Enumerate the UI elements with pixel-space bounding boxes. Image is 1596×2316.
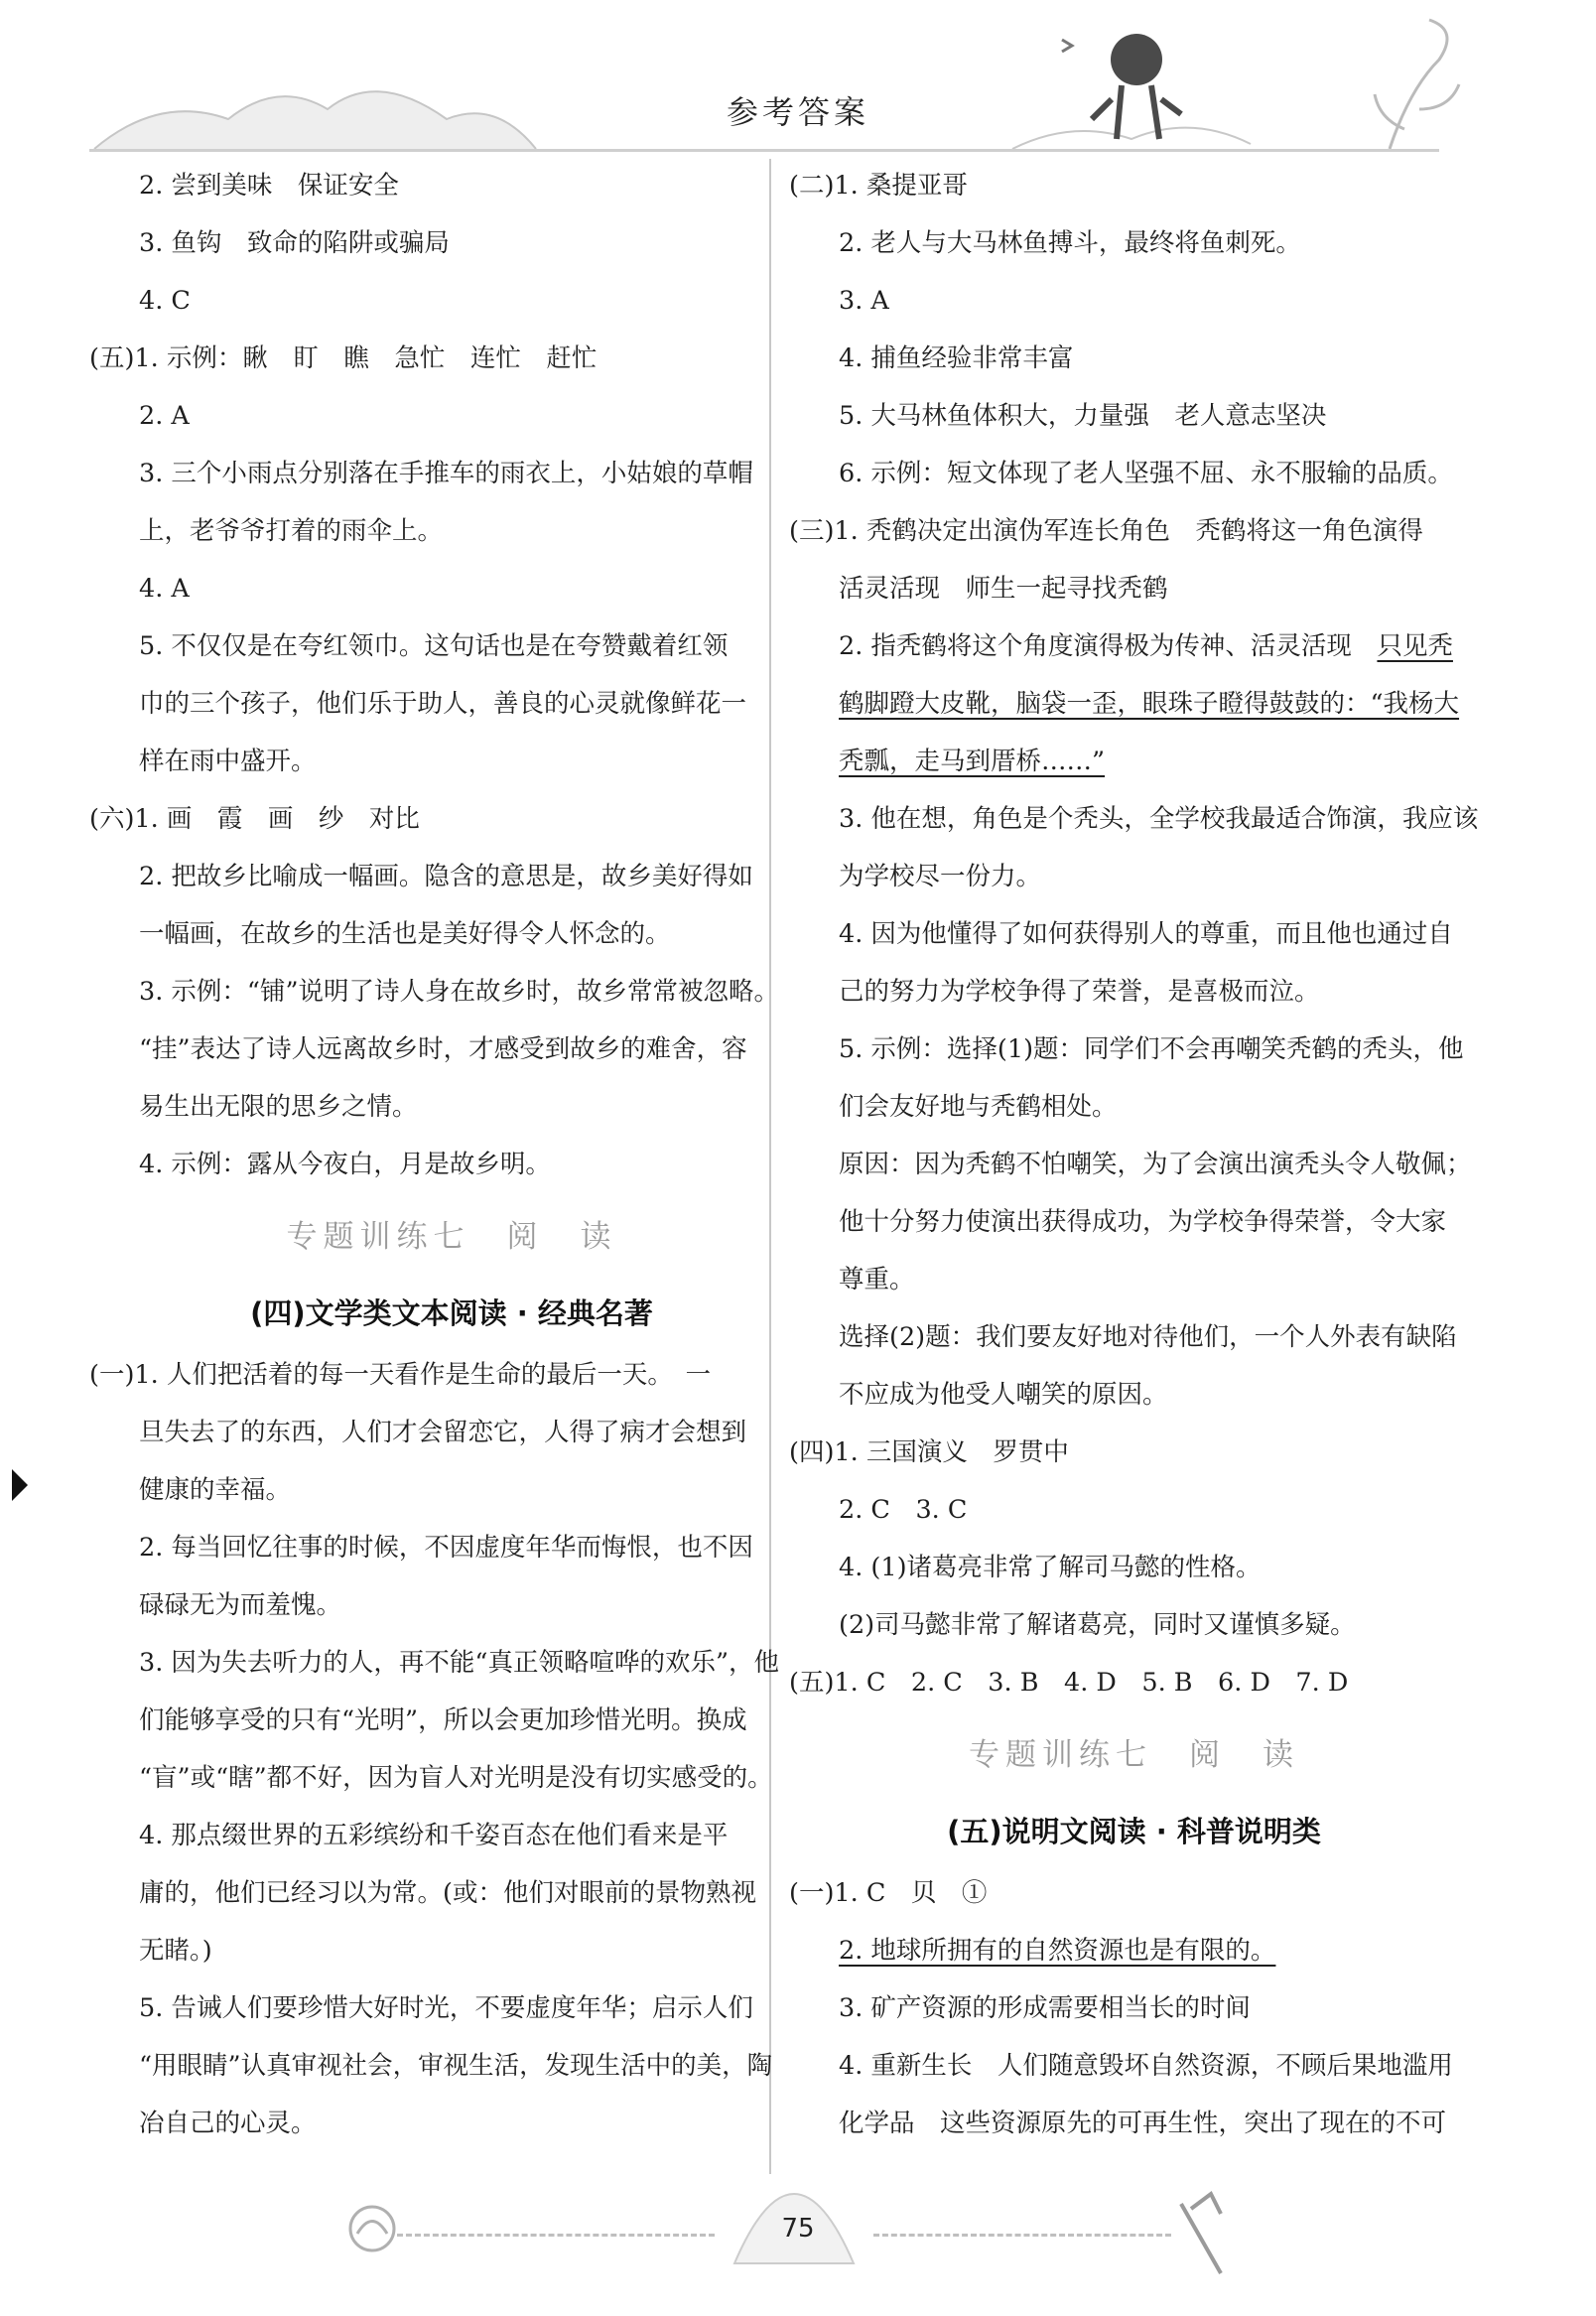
answer-line <box>789 617 1479 675</box>
answer-line: 5. 示例：选择(1)题：同学们不会再嘲笑秃鹤的秃头，他 <box>839 1034 1464 1064</box>
page-number: 75 <box>781 2214 815 2244</box>
answer-line: 他十分努力使演出获得成功，为学校争得荣誉，令大家 <box>839 1207 1447 1237</box>
answer-line: 一幅画，在故乡的生活也是美好得令人怀念的。 <box>139 919 671 949</box>
answer-line: 6. 示例：短文体现了老人坚强不屈、永不服输的品质。 <box>839 459 1453 488</box>
answer-text: 2. 指秃鹤将这个角度演得极为传神、活灵活现 <box>839 631 1378 661</box>
answer-line: 为学校尽一份力。 <box>839 862 1042 891</box>
answer-line: 3. A <box>839 286 889 316</box>
answer-line <box>789 733 1479 790</box>
answer-line: 上，老爷爷打着的雨伞上。 <box>139 516 444 546</box>
underlined-sentence: 2. 地球所拥有的自然资源也是有限的。 <box>839 1936 1276 1966</box>
answer-line: 无睹。) <box>139 1936 212 1966</box>
answer-line: 4. (1)诸葛亮非常了解司马懿的性格。 <box>839 1553 1262 1582</box>
section-title: 专题训练七 阅 读 <box>286 1219 617 1255</box>
landscape-decoration-icon <box>0 0 1596 169</box>
answer-line <box>789 1922 1479 1979</box>
left-column <box>89 157 780 2152</box>
answer-line: 化学品 这些资源原先的可再生性，突出了现在的不可 <box>839 2109 1447 2138</box>
answer-line: 活灵活现 师生一起寻找秃鹤 <box>839 574 1168 604</box>
underlined-quote: 只见秃 <box>1377 631 1453 661</box>
subsection-title: (五)说明文阅读 · 科普说明类 <box>947 1815 1321 1848</box>
answer-line: 2. 把故乡比喻成一幅画。隐含的意思是，故乡美好得如 <box>139 862 753 891</box>
answer-line: 旦失去了的东西，人们才会留恋它，人得了病才会想到 <box>139 1418 747 1447</box>
answer-line: 巾的三个孩子，他们乐于助人，善良的心灵就像鲜花一 <box>139 689 747 719</box>
answer-line: 5. 大马林鱼体积大，力量强 老人意志坚决 <box>839 401 1327 431</box>
answer-line: 健康的幸福。 <box>139 1475 292 1505</box>
answer-line: 3. 他在想，角色是个秃头，全学校我最适合饰演，我应该 <box>839 804 1479 834</box>
answer-line: 3. 矿产资源的形成需要相当长的时间 <box>839 1993 1251 2023</box>
answer-line: 2. 每当回忆往事的时候，不因虚度年华而悔恨，也不因 <box>139 1533 753 1563</box>
answer-line: 3. 示例：“铺”说明了诗人身在故乡时，故乡常常被忽略。 <box>139 977 780 1007</box>
answer-line: 5. 不仅仅是在夸红领巾。这句话也是在夸赞戴着红领 <box>139 631 729 661</box>
answer-line: 3. 鱼钩 致命的陷阱或骗局 <box>139 228 450 258</box>
answer-line: 碌碌无为而羞愧。 <box>139 1590 342 1620</box>
answer-line: 4. 捕鱼经验非常丰富 <box>839 343 1074 373</box>
answer-line: 尊重。 <box>839 1265 915 1294</box>
answer-line: 庸的，他们已经习以为常。(或：他们对眼前的景物熟视 <box>139 1878 756 1908</box>
answer-line: 4. 示例：露从今夜白，月是故乡明。 <box>139 1150 551 1179</box>
answer-line: “挂”表达了诗人远离故乡时，才感受到故乡的难舍，容 <box>139 1034 747 1064</box>
answer-line: 2. C 3. C <box>839 1495 968 1525</box>
answer-line: 们能够享受的只有“光明”，所以会更加珍惜光明。换成 <box>139 1705 747 1735</box>
answer-line: 己的努力为学校争得了荣誉，是喜极而泣。 <box>839 977 1320 1007</box>
answer-line: (三)1. 秃鹤决定出演伪军连长角色 秃鹤将这一角色演得 <box>789 516 1423 546</box>
answer-line: 2. 老人与大马林鱼搏斗，最终将鱼刺死。 <box>839 228 1301 258</box>
page-marker-arrow-icon <box>12 1469 28 1501</box>
header-rule <box>89 149 1439 152</box>
header-title: 参考答案 <box>726 93 869 131</box>
answer-line: “用眼睛”认真审视社会，审视生活，发现生活中的美，陶 <box>139 2051 773 2081</box>
answer-line: 4. 那点缀世界的五彩缤纷和千姿百态在他们看来是平 <box>139 1821 729 1850</box>
page-footer <box>0 2164 1596 2313</box>
underlined-quote: 秃瓢，走马到厝桥……” <box>839 747 1106 776</box>
answer-line: 样在雨中盛开。 <box>139 747 317 776</box>
answer-line: 原因：因为秃鹤不怕嘲笑，为了会演出演秃头令人敬佩； <box>839 1150 1472 1179</box>
answer-line: 2. A <box>139 401 190 431</box>
answer-line: 5. 告诫人们要珍惜大好时光，不要虚度年华；启示人们 <box>139 1993 753 2023</box>
underlined-quote: 鹤脚蹬大皮靴，脑袋一歪，眼珠子瞪得鼓鼓的：“我杨大 <box>839 689 1460 719</box>
answer-line: 2. 尝到美味 保证安全 <box>139 171 399 201</box>
answer-line: 冶自己的心灵。 <box>139 2109 317 2138</box>
answer-line: (2)司马懿非常了解诸葛亮，同时又谨慎多疑。 <box>839 1610 1356 1640</box>
page-header <box>0 0 1596 169</box>
answer-line: 不应成为他受人嘲笑的原因。 <box>839 1380 1168 1410</box>
answer-line: (一)1. 人们把活着的每一天看作是生命的最后一天。 一 <box>89 1360 712 1390</box>
answer-line: (五)1. C 2. C 3. B 4. D 5. B 6. D 7. D <box>789 1668 1349 1698</box>
answer-line: (五)1. 示例：瞅 盯 瞧 急忙 连忙 赶忙 <box>89 343 598 373</box>
answer-line: 3. 三个小雨点分别落在手推车的雨衣上，小姑娘的草帽 <box>139 459 753 488</box>
subsection-title: (四)文学类文本阅读 · 经典名著 <box>250 1296 653 1330</box>
answer-line: 易生出无限的思乡之情。 <box>139 1092 418 1122</box>
answer-line: 3. 因为失去听力的人，再不能“真正领略喧哗的欢乐”，他 <box>139 1648 780 1678</box>
answer-line: “盲”或“瞎”都不好，因为盲人对光明是没有切实感受的。 <box>139 1763 773 1793</box>
answer-line: 4. 因为他懂得了如何获得别人的尊重，而且他也通过自 <box>839 919 1453 949</box>
answer-line: 4. C <box>139 286 191 316</box>
right-column <box>789 157 1479 2152</box>
answer-line: 4. 重新生长 人们随意毁坏自然资源，不顾后果地滥用 <box>839 2051 1453 2081</box>
section-title: 专题训练七 阅 读 <box>969 1737 1299 1773</box>
answer-line: 选择(2)题：我们要友好地对待他们，一个人外表有缺陷 <box>839 1322 1457 1352</box>
answer-line: 4. A <box>139 574 190 604</box>
answer-line: (四)1. 三国演义 罗贯中 <box>789 1437 1069 1467</box>
answer-line: (一)1. C 贝 ① <box>789 1878 988 1908</box>
answer-line: (二)1. 桑提亚哥 <box>789 171 968 201</box>
answer-line: 们会友好地与秃鹤相处。 <box>839 1092 1118 1122</box>
answer-line: (六)1. 画 霞 画 纱 对比 <box>89 804 420 834</box>
